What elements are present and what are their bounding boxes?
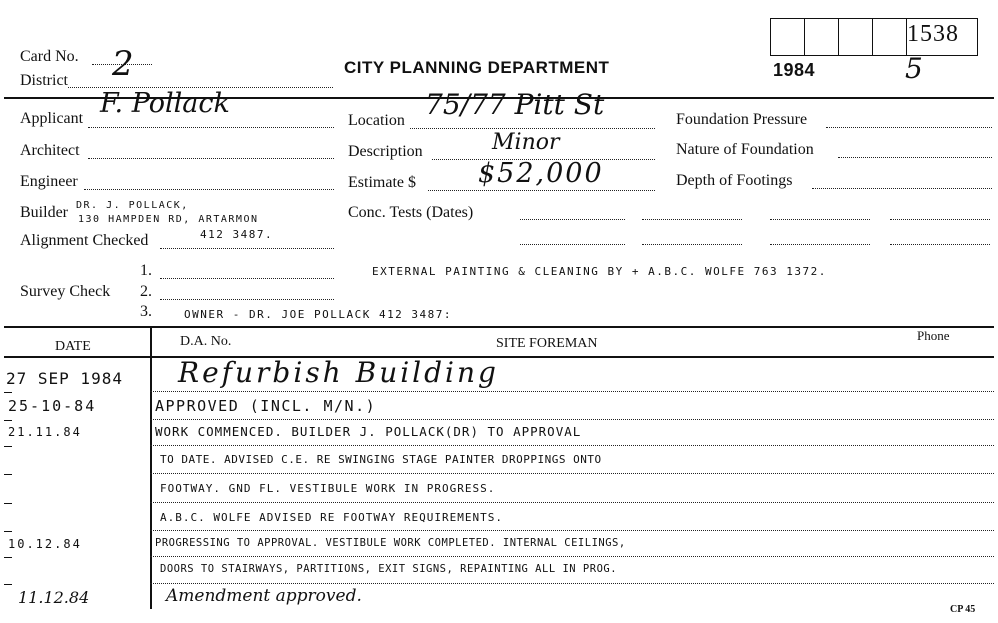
district-value: 2	[112, 44, 134, 84]
engineer-line	[84, 189, 334, 190]
log-entry: A.B.C. WOLFE ADVISED RE FOOTWAY REQUIREMENTS.	[160, 511, 504, 524]
date-column-separator	[150, 327, 152, 609]
survey-line-1	[160, 278, 334, 279]
architect-label: Architect	[20, 142, 80, 159]
note-external-painting: EXTERNAL PAINTING & CLEANING BY + A.B.C. WOLFE 763 1372.	[372, 265, 827, 278]
log-entry: FOOTWAY. GND FL. VESTIBULE WORK IN PROGRESS.	[160, 482, 496, 495]
survey-n2: 2.	[140, 283, 152, 300]
survey-line-2	[160, 299, 334, 300]
survey-n1: 1.	[140, 262, 152, 279]
description-label: Description	[348, 143, 423, 160]
department-title: CITY PLANNING DEPARTMENT	[344, 58, 610, 77]
conc-tests-line-5	[520, 244, 625, 245]
log-entry: Amendment approved.	[166, 586, 362, 606]
builder-value-1: DR. J. POLLACK,	[76, 200, 189, 211]
log-header-da-no: D.A. No.	[180, 334, 232, 349]
conc-tests-line-6	[642, 244, 742, 245]
conc-tests-line-3	[770, 219, 870, 220]
log-entry: Refurbish Building	[178, 356, 499, 389]
card-year: 1984	[773, 60, 816, 80]
architect-line	[88, 158, 334, 159]
location-line	[410, 128, 655, 129]
alignment-label: Alignment Checked	[20, 232, 149, 249]
builder-label: Builder	[20, 204, 68, 221]
location-label: Location	[348, 112, 405, 129]
description-value: Minor	[492, 130, 560, 155]
log-entry: DOORS TO STAIRWAYS, PARTITIONS, EXIT SIGNS, REPAINTING ALL IN PROG.	[160, 563, 618, 575]
log-entry: TO DATE. ADVISED C.E. RE SWINGING STAGE PAINTER DROPPINGS ONTO	[160, 453, 602, 466]
log-entry: APPROVED (INCL. M/N.)	[155, 397, 377, 415]
log-date: 11.12.84	[18, 588, 90, 607]
log-date: 21.11.84	[8, 425, 82, 439]
engineer-label: Engineer	[20, 173, 78, 190]
estimate-label: Estimate $	[348, 174, 416, 191]
district-label: District	[20, 72, 68, 89]
foundation-pressure-label: Foundation Pressure	[676, 111, 808, 128]
location-value: 75/77 Pitt St	[425, 88, 605, 121]
nature-foundation-line	[838, 157, 992, 158]
conc-tests-line-7	[770, 244, 870, 245]
log-entry: WORK COMMENCED. BUILDER J. POLLACK(DR) TO APPROVAL	[155, 424, 582, 439]
log-header-date: DATE	[55, 339, 91, 354]
card-number: 1538	[907, 21, 959, 47]
survey-check-label: Survey Check	[20, 283, 111, 300]
log-header-phone: Phone	[917, 328, 950, 343]
depth-footings-line	[812, 188, 992, 189]
builder-value-2: 130 HAMPDEN RD, ARTARMON	[78, 214, 259, 225]
card-no-label: Card No.	[20, 48, 79, 65]
alignment-line	[160, 248, 334, 249]
survey-n3: 3.	[140, 303, 152, 320]
divider-log-top	[4, 326, 994, 328]
log-date: 10.12.84	[8, 537, 82, 551]
applicant-line	[88, 127, 334, 128]
conc-tests-label: Conc. Tests (Dates)	[348, 204, 474, 221]
conc-tests-line-1	[520, 219, 625, 220]
card-number-box	[770, 18, 978, 56]
year-mark: 5	[905, 52, 923, 85]
foundation-pressure-line	[826, 127, 992, 128]
log-header-site-foreman: SITE FOREMAN	[496, 336, 598, 351]
log-date: 27 SEP 1984	[6, 369, 123, 388]
divider-log-header	[4, 356, 994, 358]
applicant-label: Applicant	[20, 110, 84, 127]
depth-footings-label: Depth of Footings	[676, 172, 793, 189]
nature-foundation-label: Nature of Foundation	[676, 141, 814, 158]
applicant-value: F. Pollack	[100, 88, 230, 119]
estimate-value: $52,000	[478, 158, 604, 189]
note-owner: OWNER - DR. JOE POLLACK 412 3487:	[184, 308, 453, 321]
log-entry: PROGRESSING TO APPROVAL. VESTIBULE WORK COMPLETED. INTERNAL CEILINGS,	[155, 537, 626, 549]
log-date: 25-10-84	[8, 397, 97, 415]
builder-phone: 412 3487.	[200, 228, 274, 241]
form-code: CP 45	[950, 604, 976, 615]
conc-tests-line-4	[890, 219, 990, 220]
conc-tests-line-2	[642, 219, 742, 220]
conc-tests-line-8	[890, 244, 990, 245]
estimate-line	[428, 190, 655, 191]
